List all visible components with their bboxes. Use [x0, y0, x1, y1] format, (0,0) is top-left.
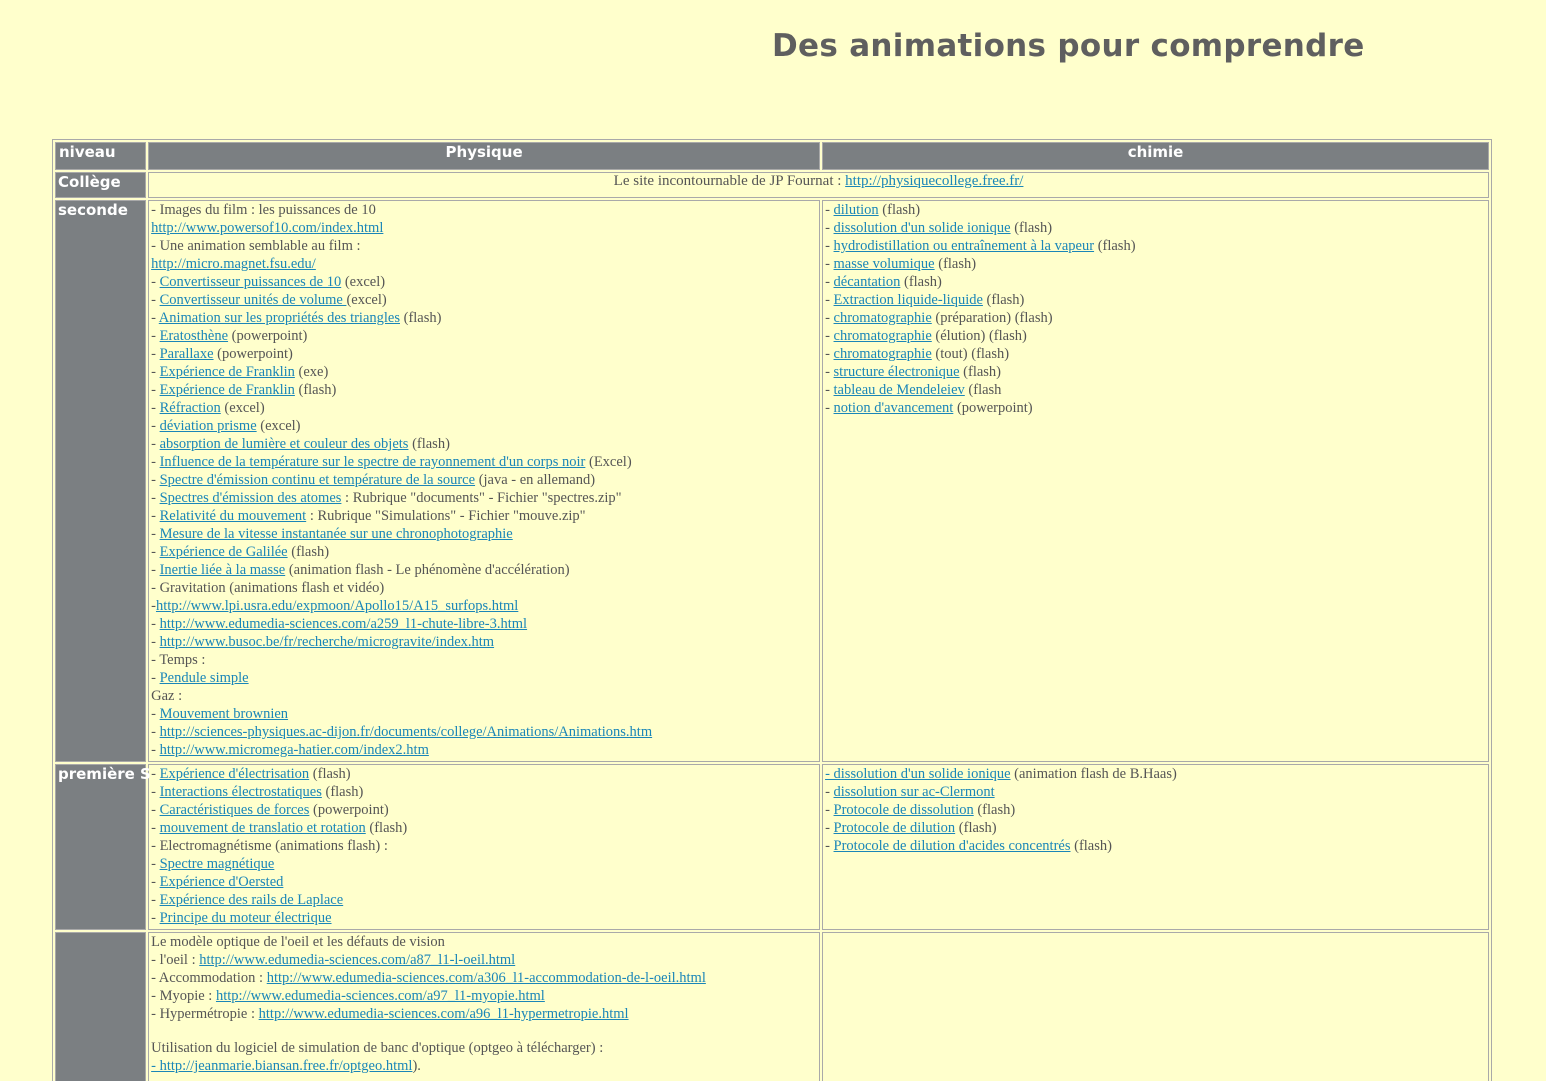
row-college — [55, 172, 1489, 198]
list-item — [825, 219, 1486, 237]
item-note: (flash) — [1094, 238, 1136, 254]
list-item — [151, 801, 817, 819]
item-note: (exe) — [294, 364, 329, 380]
list-item — [151, 561, 817, 579]
item-link[interactable]: Animation sur les propriétés des triangles — [158, 310, 400, 326]
list-item — [151, 1039, 817, 1057]
item-link[interactable]: Pendule simple — [159, 670, 249, 686]
item-text: - — [151, 598, 156, 614]
list-item — [151, 783, 817, 801]
item-link[interactable]: http://sciences-physiques.ac-dijon.fr/documents/college/Animations/Animations.htm — [159, 724, 653, 740]
item-link[interactable]: Principe du moteur électrique — [159, 910, 332, 926]
item-text: - Myopie : — [151, 988, 216, 1004]
item-link[interactable]: Protocole de dilution d'acides concentrés — [833, 838, 1071, 854]
list-item — [151, 309, 817, 327]
item-link[interactable]: chromatographie — [833, 346, 932, 362]
item-text: - — [151, 436, 160, 452]
item-link[interactable]: - dissolution d'un solide ionique — [825, 766, 1011, 782]
item-link[interactable]: Expérience de Galilée — [159, 544, 288, 560]
list-item — [151, 669, 817, 687]
item-link[interactable]: dissolution d'un solide ionique — [833, 220, 1011, 236]
item-link[interactable]: Convertisseur unités de volume — [159, 292, 347, 308]
item-link[interactable]: http://www.busoc.be/fr/recherche/microgravite/index.htm — [159, 634, 495, 650]
item-text: - Electromagnétisme (animations flash) : — [151, 838, 388, 854]
item-note: (flash) — [934, 256, 977, 272]
item-text: - — [151, 292, 160, 308]
item-link[interactable]: Protocole de dissolution — [833, 802, 974, 818]
item-text: - — [825, 820, 834, 836]
list-item — [151, 201, 817, 219]
list-item — [151, 933, 817, 951]
list-item — [151, 363, 817, 381]
list-item — [151, 819, 817, 837]
item-link[interactable]: Eratosthène — [159, 328, 229, 344]
header-physique: Physique — [148, 142, 820, 170]
item-text: - — [151, 706, 160, 722]
item-link[interactable]: http://www.edumedia-sciences.com/a306_l1-accommodation-de-l-oeil.html — [266, 970, 706, 986]
item-link[interactable]: Mesure de la vitesse instantanée sur une chronophotographie — [159, 526, 513, 542]
list-item — [825, 819, 1486, 837]
list-item — [825, 273, 1486, 291]
list-item — [825, 291, 1486, 309]
list-item — [151, 651, 817, 669]
list-item — [825, 765, 1486, 783]
level-seconde: seconde — [55, 200, 146, 762]
list-item — [825, 783, 1486, 801]
item-text: - — [151, 328, 160, 344]
item-note: (flash) — [321, 784, 364, 800]
item-link[interactable]: masse volumique — [833, 256, 935, 272]
item-text: - — [151, 526, 160, 542]
item-text: - — [151, 802, 160, 818]
list-item — [151, 237, 817, 255]
item-link[interactable]: Parallaxe — [159, 346, 214, 362]
header-row — [55, 142, 1489, 170]
item-link[interactable]: Expérience de Franklin — [159, 382, 295, 398]
item-text: - Temps : — [151, 652, 206, 668]
item-text: Utilisation du logiciel de simulation de banc d'optique (optgeo à télécharger) : — [151, 1040, 604, 1056]
list-item — [825, 381, 1486, 399]
list-item — [825, 837, 1486, 855]
item-link[interactable]: Expérience de Franklin — [159, 364, 295, 380]
item-text: - — [825, 274, 834, 290]
item-link[interactable]: tableau de Mendeleiev — [833, 382, 965, 398]
list-item — [151, 633, 817, 651]
item-link[interactable]: http://www.edumedia-sciences.com/a97_l1-myopie.html — [215, 988, 545, 1004]
item-note: (powerpoint) — [953, 400, 1033, 416]
row-terminale — [55, 932, 1489, 1081]
premiere-chimie-cell — [822, 764, 1489, 930]
item-text: - — [151, 742, 160, 758]
list-item — [151, 525, 817, 543]
list-item — [151, 219, 817, 237]
list-item — [151, 951, 817, 969]
item-text: Le modèle optique de l'oeil et les défauts de vision — [151, 934, 445, 950]
list-item — [825, 345, 1486, 363]
item-text: - — [151, 508, 160, 524]
header-chimie: chimie — [822, 142, 1489, 170]
item-text: - — [151, 856, 160, 872]
item-text: - — [825, 400, 834, 416]
item-link[interactable]: Réfraction — [159, 400, 221, 416]
list-item — [151, 765, 817, 783]
item-text: Gaz : — [151, 688, 183, 704]
college-cell — [148, 172, 1489, 198]
list-item — [151, 291, 817, 309]
item-note: (flash) — [973, 802, 1016, 818]
item-note: (powerpoint) — [309, 802, 389, 818]
item-link[interactable]: Convertisseur puissances de 10 — [159, 274, 342, 290]
list-item — [151, 687, 817, 705]
list-item — [151, 327, 817, 345]
item-note: (flash) — [1070, 838, 1112, 854]
item-text: - — [151, 490, 160, 506]
item-text: - — [151, 454, 160, 470]
item-link[interactable]: chromatographie — [833, 310, 932, 326]
item-note: (flash) — [982, 292, 1025, 308]
item-text: - — [825, 292, 834, 308]
item-link[interactable]: chromatographie — [833, 328, 932, 344]
item-link[interactable]: Inertie liée à la masse — [159, 562, 286, 578]
item-link[interactable]: notion d'avancement — [833, 400, 954, 416]
item-text: - — [151, 820, 160, 836]
list-item — [151, 855, 817, 873]
item-text: - Images du film : les puissances de 10 — [151, 202, 376, 218]
item-text: - — [151, 472, 160, 488]
item-note: (flash) — [365, 820, 408, 836]
item-link[interactable]: déviation prisme — [159, 418, 257, 434]
item-text: - — [825, 238, 834, 254]
list-item — [151, 507, 817, 525]
item-text: - — [825, 346, 834, 362]
item-note: (flash) — [309, 766, 351, 782]
list-item — [825, 201, 1486, 219]
item-text: - — [151, 310, 159, 326]
list-item — [151, 417, 817, 435]
list-item — [151, 255, 817, 273]
item-link[interactable]: Interactions électrostatiques — [159, 784, 322, 800]
list-item — [151, 597, 817, 615]
item-link[interactable]: Expérience des rails de Laplace — [159, 892, 344, 908]
item-text: - — [151, 544, 160, 560]
item-link[interactable]: Mouvement brownien — [159, 706, 289, 722]
item-note: (tout) (flash) — [931, 346, 1010, 362]
item-note: : Rubrique "Simulations" - Fichier "mouve.zip" — [306, 508, 586, 524]
item-text: - — [151, 670, 160, 686]
seconde-physique-cell — [148, 200, 820, 762]
item-text: - — [151, 400, 160, 416]
item-text: - Une animation semblable au film : — [151, 238, 361, 254]
item-link[interactable]: Spectre magnétique — [159, 856, 275, 872]
list-item — [151, 909, 817, 927]
item-link[interactable]: Spectre d'émission continu et température de la source — [159, 472, 476, 488]
item-text: - — [825, 220, 834, 236]
item-text: - — [151, 346, 160, 362]
item-link[interactable]: Expérience d'Oersted — [159, 874, 284, 890]
college-link[interactable]: http://physiquecollege.free.fr/ — [845, 173, 1024, 189]
item-note: : Rubrique "documents" - Fichier "spectres.zip" — [341, 490, 622, 506]
item-text: - — [825, 364, 834, 380]
item-note: (flash) — [878, 202, 921, 218]
item-note: (flash) — [400, 310, 442, 326]
item-link[interactable]: structure électronique — [833, 364, 960, 380]
terminale-chimie-cell — [822, 932, 1489, 1081]
level-premiere: première S — [55, 764, 146, 930]
list-item — [151, 987, 817, 1005]
item-note: (flash) — [408, 436, 450, 452]
list-item — [151, 435, 817, 453]
item-note: (java - en allemand) — [475, 472, 596, 488]
item-text: - l'oeil : — [151, 952, 200, 968]
item-link[interactable]: hydrodistillation ou entraînement à la vapeur — [833, 238, 1095, 254]
list-item — [151, 273, 817, 291]
item-note: (excel) — [256, 418, 301, 434]
item-link[interactable]: http://www.lpi.usra.edu/expmoon/Apollo15/A15_surfops.html — [155, 598, 519, 614]
item-text: - — [825, 382, 834, 398]
list-item — [151, 723, 817, 741]
item-link[interactable]: dissolution sur ac-Clermont — [833, 784, 995, 800]
list-item — [151, 837, 817, 855]
item-link[interactable]: http://www.edumedia-sciences.com/a259_l1-chute-libre-3.html — [159, 616, 528, 632]
item-text: - — [825, 256, 834, 272]
item-text: - — [825, 784, 834, 800]
item-link[interactable]: http://www.powersof10.com/index.html — [151, 220, 384, 236]
list-item — [825, 363, 1486, 381]
item-link[interactable]: Influence de la température sur le spectre de rayonnement d'un corps noir — [159, 454, 586, 470]
item-link[interactable]: http://www.edumedia-sciences.com/a87_l1-l-oeil.html — [199, 952, 516, 968]
item-note: (excel) — [220, 400, 265, 416]
item-text: - — [151, 766, 160, 782]
list-item — [151, 615, 817, 633]
item-text: - Gravitation (animations flash et vidéo) — [151, 580, 385, 596]
item-text: - — [151, 364, 160, 380]
item-link[interactable]: Expérience d'électrisation — [159, 766, 310, 782]
item-text: - — [151, 784, 160, 800]
level-college: Collège — [55, 172, 146, 198]
item-text: - Hypermétropie : — [151, 1006, 259, 1022]
item-text: - — [825, 328, 834, 344]
item-text: - — [151, 274, 160, 290]
list-item — [151, 543, 817, 561]
item-note: ). — [412, 1058, 421, 1074]
item-link[interactable]: http://www.micromega-hatier.com/index2.htm — [159, 742, 429, 758]
item-note: (flash — [964, 382, 1002, 398]
item-link[interactable]: http://micro.magnet.fsu.edu/ — [151, 256, 316, 272]
spacer — [151, 1023, 817, 1039]
list-item — [151, 873, 817, 891]
list-item — [151, 891, 817, 909]
item-link[interactable]: Protocole de dilution — [833, 820, 956, 836]
item-text: - Accommodation : — [151, 970, 267, 986]
item-link[interactable]: Spectres d'émission des atomes — [159, 490, 342, 506]
list-item — [151, 741, 817, 759]
item-text: - — [151, 616, 160, 632]
list-item — [825, 327, 1486, 345]
item-link[interactable]: Caractéristiques de forces — [159, 802, 310, 818]
item-link[interactable]: http://www.edumedia-sciences.com/a96_l1-hypermetropie.html — [258, 1006, 629, 1022]
item-text: - — [825, 310, 834, 326]
list-item — [151, 705, 817, 723]
item-note: (flash) — [287, 544, 330, 560]
item-note: (powerpoint) — [213, 346, 293, 362]
level-terminale — [55, 932, 146, 1081]
row-seconde — [55, 200, 1489, 762]
item-text: - — [825, 838, 834, 854]
row-premiere — [55, 764, 1489, 930]
item-text: - — [151, 724, 160, 740]
list-item — [151, 969, 817, 987]
item-text: - — [151, 562, 160, 578]
item-note: (flash) — [294, 382, 337, 398]
item-note: (préparation) (flash) — [931, 310, 1053, 326]
item-note: (élution) (flash) — [931, 328, 1027, 344]
item-text: - — [151, 382, 160, 398]
item-text: - — [151, 874, 160, 890]
item-note: (powerpoint) — [228, 328, 308, 344]
page-title: Des animations pour comprendre — [772, 28, 1365, 64]
item-note: (Excel) — [585, 454, 632, 470]
premiere-physique-cell — [148, 764, 820, 930]
animations-table — [52, 139, 1492, 1081]
item-link[interactable]: - http://jeanmarie.biansan.free.fr/optgeo.html — [151, 1058, 413, 1074]
item-text: - — [151, 634, 160, 650]
item-link[interactable]: Relativité du mouvement — [159, 508, 307, 524]
list-item — [825, 801, 1486, 819]
list-item — [151, 399, 817, 417]
item-link[interactable]: mouvement de translatio et rotation — [159, 820, 366, 836]
list-item — [151, 489, 817, 507]
item-note: (flash) — [959, 364, 1002, 380]
item-note: (flash) — [1010, 220, 1053, 236]
item-link[interactable]: absorption de lumière et couleur des objets — [159, 436, 409, 452]
item-link[interactable]: dilution — [833, 202, 879, 218]
item-link[interactable]: Extraction liquide-liquide — [833, 292, 983, 308]
list-item — [151, 453, 817, 471]
item-note: (animation flash - Le phénomène d'accélération) — [285, 562, 570, 578]
item-text: - — [151, 418, 160, 434]
list-item — [825, 399, 1486, 417]
item-link[interactable]: décantation — [833, 274, 901, 290]
list-item — [151, 471, 817, 489]
item-note: (animation flash de B.Haas) — [1010, 766, 1177, 782]
list-item — [151, 1057, 817, 1075]
item-note: (excel) — [341, 274, 386, 290]
item-note: (flash) — [955, 820, 997, 836]
list-item — [151, 381, 817, 399]
list-item — [151, 345, 817, 363]
list-item — [825, 237, 1486, 255]
item-text: - — [151, 892, 160, 908]
college-text: Le site incontournable de JP Fournat : — [613, 173, 846, 189]
seconde-chimie-cell — [822, 200, 1489, 762]
list-item — [151, 579, 817, 597]
list-item — [151, 1005, 817, 1023]
item-text: - — [825, 802, 834, 818]
item-note: (flash) — [900, 274, 942, 290]
list-item — [825, 255, 1486, 273]
item-note: (excel) — [346, 292, 387, 308]
item-text: - — [151, 910, 160, 926]
terminale-physique-cell — [148, 932, 820, 1081]
item-text: - — [825, 202, 834, 218]
header-niveau: niveau — [55, 142, 146, 170]
list-item — [825, 309, 1486, 327]
